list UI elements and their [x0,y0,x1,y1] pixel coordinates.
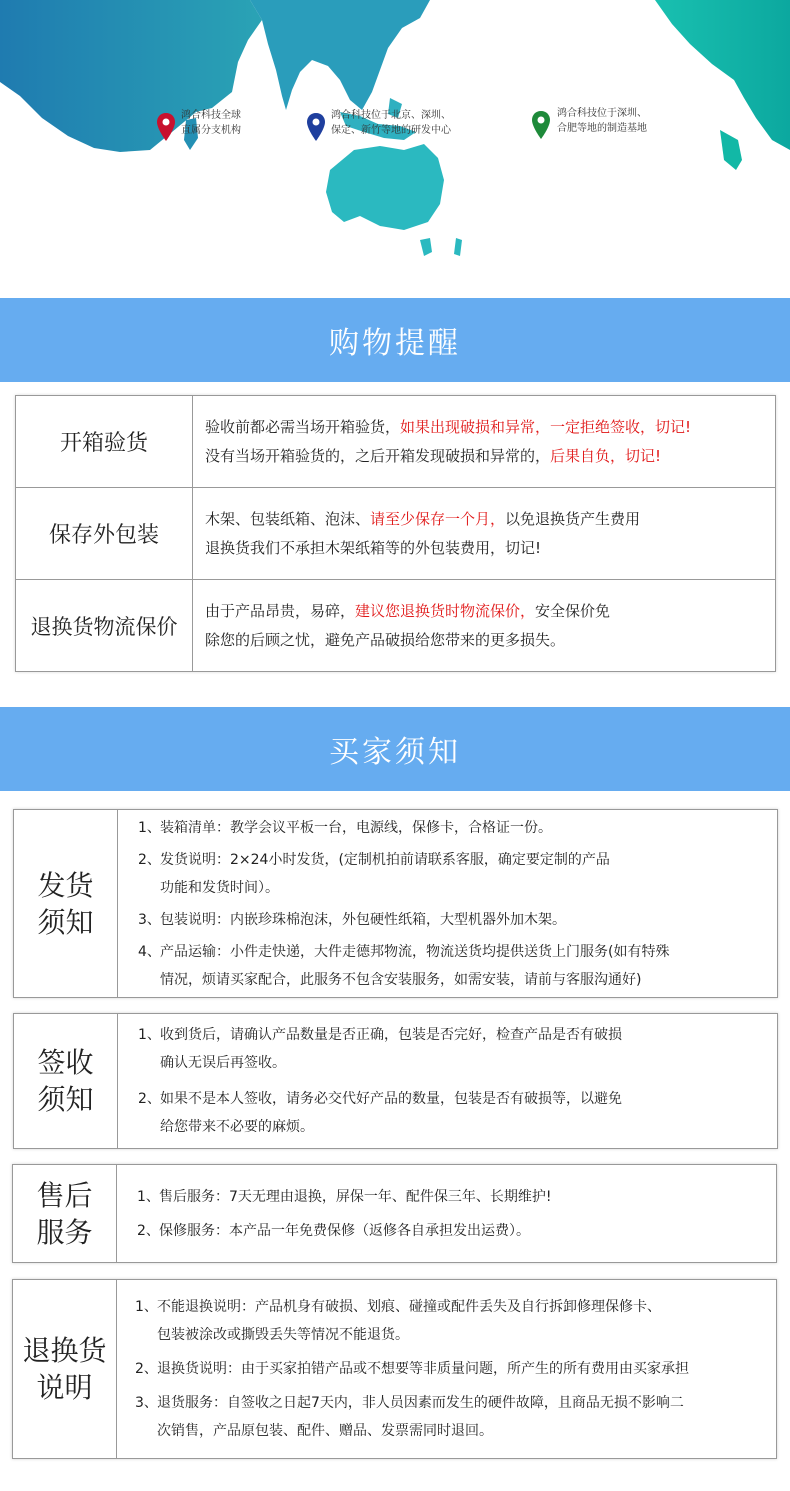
item-text: 情况，烦请买家配合，此服务不包含安装服务，如需安装，请前与客服沟通好) [160,971,642,988]
box-heading [13,1165,117,1262]
row-content [193,396,775,487]
table-row [16,396,775,488]
box-heading [14,810,118,997]
row-text: 验收前都必需当场开箱验货， [205,417,401,436]
receipt-notice-box [13,1013,778,1149]
item-text: 包装说明：内嵌珍珠棉泡沫，外包硬性纸箱，大型机器外加木架。 [160,911,566,928]
item-text: 收到货后，请确认产品数量是否正确，包装是否完好，检查产品是否有破损 [160,1027,622,1043]
section-title: 买家须知 [329,735,461,770]
box-content [117,1165,776,1262]
list-item [138,846,777,902]
item-number: 2、 [138,851,161,868]
box-heading-line: 退换货 [22,1334,107,1367]
row-text: 木架、包装纸箱、泡沫、 [205,509,371,528]
row-text: 由于产品昂贵，易碎， [205,602,356,620]
row-text: 没有当场开箱验货的，之后开箱发现破损和异常的， [205,446,551,465]
list-item [135,1293,776,1349]
item-text: 装箱清单：教学会议平板一台，电源线，保修卡，合格证一份。 [160,819,552,836]
world-map [0,0,790,275]
item-number: 2、 [137,1222,160,1239]
list-item [138,1021,777,1077]
list-item [138,938,777,994]
pin-label-line: 鸿合科技全球 [181,110,241,121]
item-text: 确认无误后再签收。 [160,1055,286,1071]
item-number: 4、 [138,943,161,960]
item-text: 产品运输：小件走快递，大件走德邦物流，物流送货均提供送货上门服务(如有特殊 [160,943,670,960]
returns-policy-box [12,1279,777,1459]
item-text: 功能和发货时间）。 [160,879,279,896]
after-sales-box [12,1164,777,1263]
box-content [118,1014,777,1148]
box-heading-line: 发货 [37,868,94,902]
item-text: 次销售，产品原包装、配件、赠品、发票需同时退回。 [157,1423,493,1439]
row-text: 以免退换货产生费用 [505,509,641,528]
row-content [193,488,775,579]
box-heading-line: 签收 [37,1046,94,1079]
box-heading-line: 说明 [36,1371,93,1404]
row-text-highlight: 请至少保存一个月， [370,509,506,528]
item-text: 如果不是本人签收，请务必交代好产品的数量，包装是否有破损等，以避免 [160,1091,622,1107]
buyer-notice-banner [0,707,790,791]
item-text: 发货说明：2×24小时发货，(定制机拍前请联系客服，确定要定制的产品 [160,851,610,868]
item-text: 包装被涂改或撕毁丢失等情况不能退货。 [157,1327,409,1343]
row-content [193,580,775,672]
item-text: 退换货说明：由于买家拍错产品或不想要等非质量问题，所产生的所有费用由买家承担 [157,1361,689,1377]
table-row [16,488,775,580]
pin-label-manufacturing [557,106,647,136]
list-item [137,1217,776,1245]
item-text: 给您带来不必要的麻烦。 [160,1119,314,1135]
row-heading: 退换货物流保价 [16,580,193,672]
box-content [117,1280,776,1458]
box-heading-line: 售后 [36,1178,93,1212]
pin-label-line: 鸿合科技位于北京、深圳、 [331,110,451,121]
item-number: 2、 [138,1091,161,1107]
box-heading [13,1280,117,1458]
pin-label-line: 直属分支机构 [181,125,241,136]
item-text: 售后服务：7天无理由退换，屏保一年、配件保三年、长期维护! [159,1188,552,1205]
item-text: 保修服务：本产品一年免费保修（返修各自承担发出运费）。 [159,1222,530,1239]
row-heading: 开箱验货 [16,396,193,487]
pin-label-line: 合肥等地的制造基地 [557,123,647,134]
item-text: 退货服务：自签收之日起7天内，非人员因素而发生的硬件故障，且商品无损不影响二 [157,1395,684,1411]
list-item [138,1085,777,1141]
row-text: 安全保价免 [535,602,611,620]
row-text-highlight: 如果出现破损和异常，一定拒绝签收，切记! [400,417,692,436]
shopping-reminder-table [15,395,776,672]
item-number: 1、 [137,1188,160,1205]
section-title: 购物提醒 [329,326,461,361]
row-text: 除您的后顾之忧，避免产品破损给您带来的更多损失。 [205,631,566,649]
item-number: 3、 [135,1395,158,1411]
pin-label-rnd-centers [331,108,451,138]
item-number: 3、 [138,911,161,928]
blue-location-pin-icon [305,112,327,142]
pin-label-line: 鸿合科技位于深圳、 [557,108,647,119]
item-number: 2、 [135,1361,158,1377]
row-heading: 保存外包装 [16,488,193,579]
pin-label-global-branches [181,108,241,138]
table-row [16,580,775,672]
list-item [138,814,777,842]
box-heading-line: 须知 [37,905,94,939]
item-number: 1、 [135,1299,158,1315]
box-content [118,810,777,997]
list-item [135,1389,776,1445]
shopping-reminder-banner [0,298,790,382]
box-heading [14,1014,118,1148]
shipping-notice-box [13,809,778,998]
box-heading-line: 须知 [37,1083,94,1116]
row-text-highlight: 建议您退换货时物流保价， [355,602,536,620]
item-text: 不能退换说明：产品机身有破损、划痕、碰撞或配件丢失及自行拆卸修理保修卡、 [157,1299,661,1315]
pin-label-line: 保定、新竹等地的研发中心 [331,125,451,136]
row-text: 退换货我们不承担木架纸箱等的外包装费用，切记! [205,538,542,557]
red-location-pin-icon [155,112,177,142]
box-heading-line: 服务 [36,1215,93,1249]
list-item [138,906,777,934]
list-item [135,1355,776,1383]
list-item [137,1183,776,1211]
row-text-highlight: 后果自负，切记! [550,446,662,465]
item-number: 1、 [138,1027,161,1043]
item-number: 1、 [138,819,161,836]
green-location-pin-icon [530,110,552,140]
